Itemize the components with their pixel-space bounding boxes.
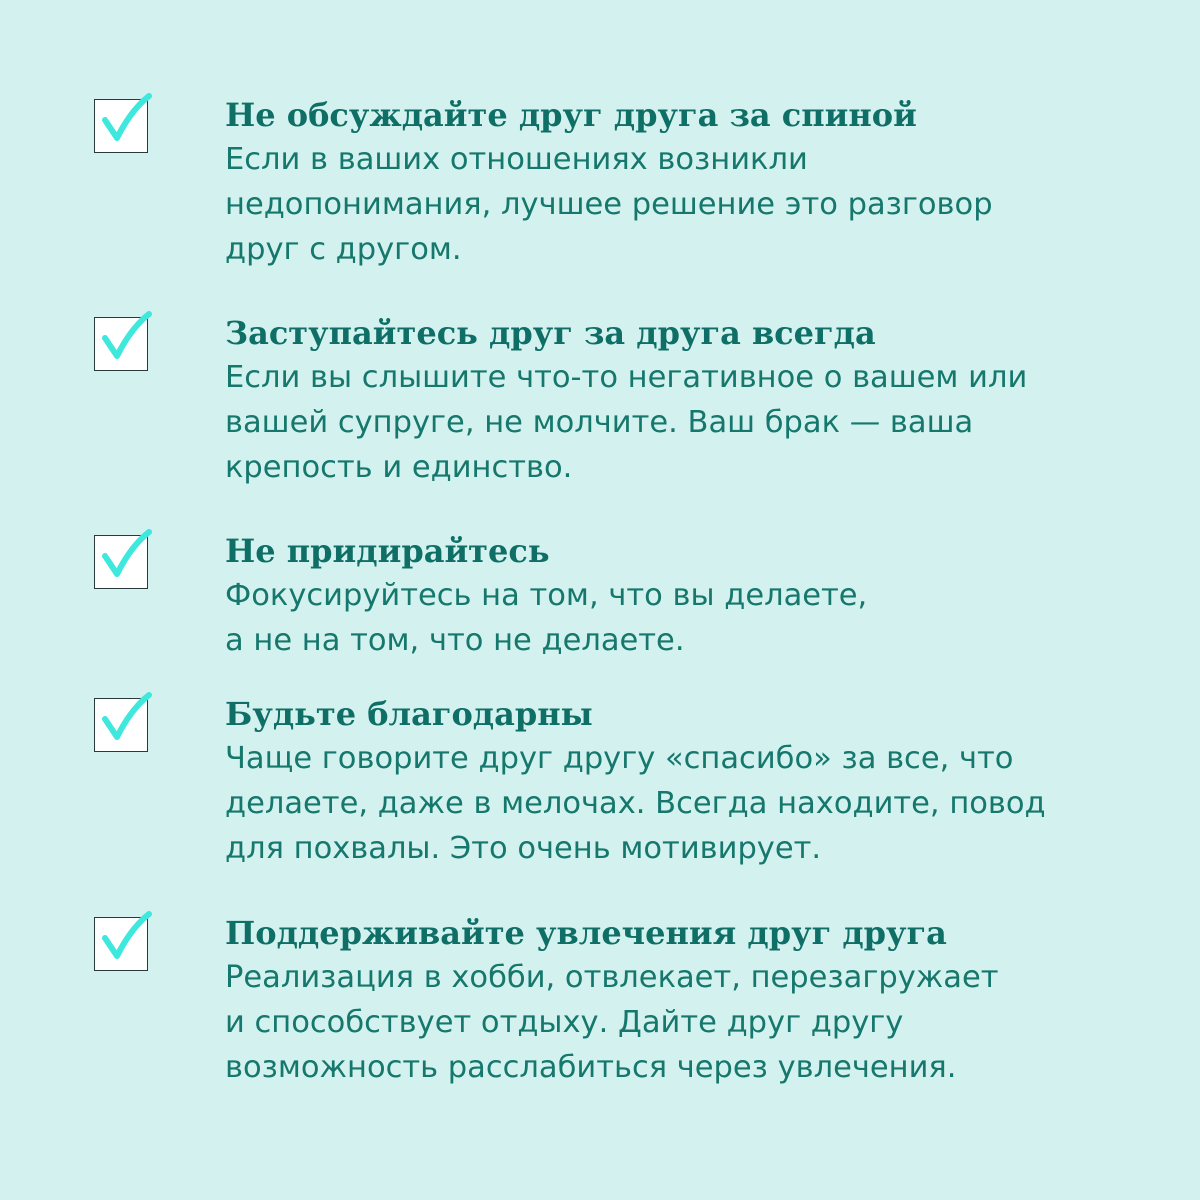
checkmark-icon — [101, 693, 153, 749]
item-title: Будьте благодарны — [225, 695, 593, 733]
item-title: Заступайтесь друг за друга всегда — [225, 314, 876, 352]
checkmark-icon — [101, 530, 153, 586]
checkbox — [94, 317, 148, 371]
item-text-line: недопонимания, лучшее решение это разговор — [225, 187, 993, 222]
checkmark-icon — [101, 312, 153, 368]
item-text — [225, 911, 1145, 1090]
item-text-line: Реализация в хобби, отвлекает, перезагружает — [225, 960, 999, 995]
item-text-line: вашей супруге, не молчите. Ваш брак — ваша — [225, 405, 974, 440]
item-text — [225, 93, 1145, 272]
item-text-line: Чаще говорите друг другу «спасибо» за все, что — [225, 741, 1014, 776]
item-text-line: а не на том, что не делаете. — [225, 623, 685, 658]
item-title: Не обсуждайте друг друга за спиной — [225, 96, 917, 134]
checkbox — [94, 917, 148, 971]
item-text-line: и способствует отдыху. Дайте друг другу — [225, 1005, 904, 1040]
checkmark-icon — [101, 912, 153, 968]
item-title: Не придирайтесь — [225, 532, 550, 570]
item-text-line: для похвалы. Это очень мотивирует. — [225, 831, 822, 866]
item-text — [225, 311, 1145, 490]
item-text-line: Если в ваших отношениях возникли — [225, 142, 808, 177]
item-text-line: Если вы слышите что-то негативное о вашем или — [225, 360, 1028, 395]
item-text-line: крепость и единство. — [225, 450, 573, 485]
item-text-line: возможность расслабиться через увлечения. — [225, 1050, 957, 1085]
item-title: Поддерживайте увлечения друг друга — [225, 914, 947, 952]
checkbox — [94, 99, 148, 153]
item-text — [225, 529, 1145, 663]
checkbox — [94, 698, 148, 752]
checkmark-icon — [101, 94, 153, 150]
item-text-line: делаете, даже в мелочах. Всегда находите, повод — [225, 786, 1046, 821]
checkbox — [94, 535, 148, 589]
item-text-line: Фокусируйтесь на том, что вы делаете, — [225, 578, 868, 613]
item-text-line: друг с другом. — [225, 232, 462, 267]
item-text — [225, 692, 1145, 871]
